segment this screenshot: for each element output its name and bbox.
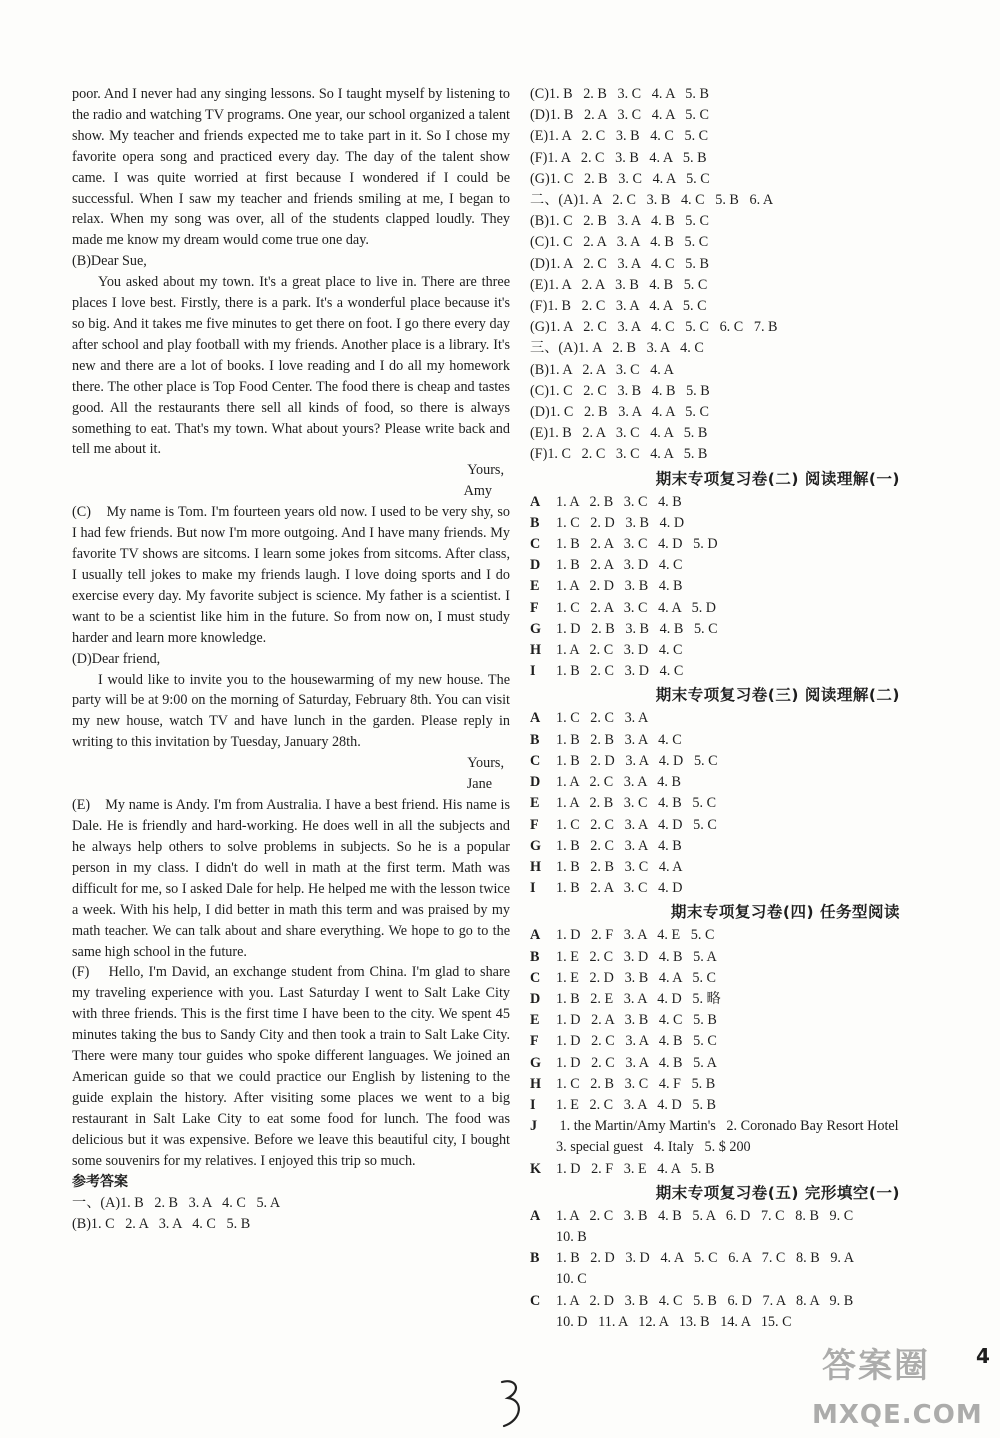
answer-row-values: 1. D 2. C 3. A 4. B 5. A — [556, 1054, 717, 1071]
passage-e-body: (E) My name is Andy. I'm from Australia. I have a best friend. His name is Dale. He is friendly and hard-working. He does well in all the subjects and he always help others to solve problems in subjects. So he is a popular person in my class. I didn't do well in math at the first term. Math was difficult for me, so I asked Dale for help. He helped me with the lesson twice a week. With his help, I did better in math this term and was praised by my math teacher. We can talk about and share everything. We hope to go to the same high school in the future. — [72, 797, 514, 960]
answer-row-key: D — [530, 990, 541, 1007]
answer-row-values: 1. A 2. C 3. B 4. B 5. A 6. D 7. C 8. B 9. C — [556, 1207, 854, 1224]
answer-row-values: 1. B 2. B 3. C 4. A — [556, 858, 683, 875]
answer-row-values: 3. special guest 4. Italy 5. $ 200 — [556, 1139, 751, 1156]
answer-row-values: 1. D 2. F 3. E 4. A 5. B — [556, 1160, 715, 1177]
answer-row-values: 1. B 2. C 3. D 4. C — [556, 663, 684, 680]
answer-row-key: G — [530, 620, 542, 637]
answer-row — [530, 1206, 960, 1227]
answer-row — [530, 1053, 960, 1074]
answer-row-values: 1. A 2. C 3. D 4. C — [556, 642, 683, 659]
top-answer-block — [530, 84, 960, 466]
answer-row-values: 1. C 2. B 3. C 4. F 5. B — [556, 1075, 716, 1092]
answer-row — [530, 1010, 960, 1031]
answer-row-values: 1. A 2. C 3. A 4. B — [556, 774, 681, 791]
answer-row-key: E — [530, 578, 540, 595]
answer-line: (F)1. C 2. C 3. C 4. A 5. B — [530, 446, 708, 463]
answer-row — [530, 793, 960, 814]
answer-row-key: C — [530, 536, 541, 553]
answer-row — [530, 1031, 960, 1052]
page-number: 4 — [976, 1344, 990, 1368]
answer-row-key: C — [530, 969, 541, 986]
answer-line: (E)1. B 2. A 3. C 4. A 5. B — [530, 425, 708, 442]
answer-row-key: I — [530, 1096, 536, 1113]
section-2-rows — [530, 492, 960, 683]
passage-b-body: You asked about my town. It's a great place to live in. There are three places I love best. Firstly, there is a park. It's a wonderful place because it's so big. And it takes me five minutes to get there on foot. I go there every day after school and play football with my friends. Another place is a library. It's new and there are a lot of books. I love reading and I do all my homework there. The other place is Top Food Center. The food there is cheap and tastes good. All the restaurants there sell all kinds of food, so there is always something to eat. That's my town. What about yours? Please write back and tell me about it. — [72, 274, 510, 458]
section-2-title: 期末专项复习卷(二) 阅读理解(一) — [655, 469, 900, 488]
answer-row-key — [530, 1312, 556, 1333]
answer-row — [530, 857, 960, 878]
answer-row-key: I — [530, 663, 536, 680]
answer-row-key: C — [530, 752, 541, 769]
answer-row-values: 1. D 2. A 3. B 4. C 5. B — [556, 1012, 717, 1029]
passage-b-intro: poor. And I never had any singing lessons. So I taught myself by listening to the radio and watching TV programs. One year, our school organized a talent show. My teacher and friends expected me to take part in it. So I chose my favorite opera song and practiced every day. The day of the talent show came. I was quite worried at first because I wondered if I could be successful. When I saw my teacher and friends smiling at me, I began to relax. When my song was over, all of the students clapped loudly. They made me know my dream would come true one day. — [72, 86, 510, 249]
answer-row-key — [530, 1137, 556, 1158]
answer-row — [530, 1116, 960, 1137]
answer-row — [530, 1248, 960, 1269]
answer-row — [530, 1291, 960, 1312]
answer-row-values: 1. B 2. E 3. A 4. D 5. 略 — [556, 990, 721, 1007]
passage-b-greeting: (B)Dear Sue, — [72, 253, 147, 270]
answer-row-values: 1. B 2. D 3. D 4. A 5. C 6. A 7. C 8. B 9. A — [556, 1250, 854, 1267]
answer-row-key: C — [530, 1292, 541, 1309]
answer-row-key: H — [530, 858, 542, 875]
passage-b-name: Amy — [463, 483, 492, 500]
answer-row-values: 1. C 2. D 3. B 4. D — [556, 514, 685, 531]
answer-row-key: H — [530, 1075, 542, 1092]
answer-row — [530, 492, 960, 513]
answer-row-values: 1. D 2. B 3. B 4. B 5. C — [556, 620, 718, 637]
answer-line: (F)1. B 2. C 3. A 4. A 5. C — [530, 298, 707, 315]
answer-row — [530, 751, 960, 772]
answer-row-values: 1. E 2. C 3. D 4. B 5. A — [556, 948, 717, 965]
answer-row — [530, 1269, 960, 1290]
answer-row-key: E — [530, 795, 540, 812]
answer-row — [530, 772, 960, 793]
answer-row-key: G — [530, 837, 542, 854]
answer-row-values: 1. B 2. A 3. D 4. C — [556, 557, 683, 574]
answer-line: 二、(A)1. A 2. C 3. B 4. C 5. B 6. A — [530, 192, 774, 209]
answer-line: (D)1. B 2. A 3. C 4. A 5. C — [530, 107, 709, 124]
answer-row — [530, 1074, 960, 1095]
answer-row-key — [530, 1227, 556, 1248]
answer-line: (G)1. C 2. B 3. C 4. A 5. C — [530, 170, 710, 187]
section-4-title: 期末专项复习卷(四) 任务型阅读 — [670, 903, 900, 922]
answer-row-key: A — [530, 1207, 541, 1224]
answer-row-values: 1. E 2. C 3. A 4. D 5. B — [556, 1096, 717, 1113]
answer-line: (C)1. B 2. B 3. C 4. A 5. B — [530, 86, 709, 102]
answer-row — [530, 576, 960, 597]
handwritten-mark-icon — [496, 1376, 526, 1434]
answer-row-key: H — [530, 642, 542, 659]
passage-c-body: (C) My name is Tom. I'm fourteen years old now. I used to be very shy, so I had few friends. But now I'm more outgoing. And I have many friends. My favorite TV shows are sitcoms. I learn some jokes from sitcoms. After class, I usually tell jokes to make my friends laugh. I love doing sports and I do exercise every day. My favorite subject is science. My father is a scientist. I want to be a scientist like him in the future. So from now on, I must study harder and learn more knowledge. — [72, 504, 514, 646]
watermark-url: MXQE.COM — [812, 1400, 983, 1430]
answer-row-values: 1. E 2. D 3. B 4. A 5. C — [556, 969, 717, 986]
answer-row-key: F — [530, 816, 539, 833]
answer-row-key — [530, 1269, 556, 1290]
section-5-title: 期末专项复习卷(五) 完形填空(一) — [655, 1183, 900, 1202]
answer-line: (E)1. A 2. C 3. B 4. C 5. C — [530, 128, 709, 145]
answer-row — [530, 968, 960, 989]
answer-row — [530, 1159, 960, 1180]
section-3-title: 期末专项复习卷(三) 阅读理解(二) — [655, 686, 900, 705]
answer-row — [530, 1137, 960, 1158]
answer-line: (B)1. C 2. B 3. A 4. B 5. C — [530, 213, 709, 230]
answer-row — [530, 1227, 960, 1248]
answer-line: 一、(A)1. B 2. B 3. A 4. C 5. A — [72, 1194, 281, 1211]
answer-row — [530, 730, 960, 751]
answer-row-values: 1. B 2. A 3. C 4. D 5. D — [556, 536, 718, 553]
answer-row — [530, 661, 960, 682]
answer-row-key: F — [530, 599, 539, 616]
answer-row — [530, 925, 960, 946]
answer-row — [530, 815, 960, 836]
answer-row-key: K — [530, 1160, 542, 1177]
answer-row — [530, 555, 960, 576]
answer-line: (B)1. A 2. A 3. C 4. A — [530, 361, 674, 378]
answer-line: 三、(A)1. A 2. B 3. A 4. C — [530, 340, 704, 357]
answer-row — [530, 989, 960, 1010]
answer-row-values: 1. A 2. D 3. B 4. C 5. B 6. D 7. A 8. A 9. B — [556, 1292, 854, 1309]
answer-row-values: 1. D 2. C 3. A 4. B 5. C — [556, 1033, 717, 1050]
answer-row-key: A — [530, 493, 541, 510]
left-column — [72, 84, 514, 1235]
answer-row-values: 10. B — [556, 1228, 587, 1245]
answer-row-key: A — [530, 927, 541, 944]
answer-row-key: F — [530, 1033, 539, 1050]
answer-row-values: 1. A 2. B 3. C 4. B — [556, 493, 682, 510]
answer-row-key: J — [530, 1118, 538, 1135]
watermark — [812, 1330, 983, 1430]
answer-line: (G)1. A 2. C 3. A 4. C 5. C 6. C 7. B — [530, 319, 778, 336]
answer-line: (D)1. A 2. C 3. A 4. C 5. B — [530, 255, 709, 272]
answer-row-key: A — [530, 710, 541, 727]
answer-row-values: 1. the Martin/Amy Martin's 2. Coronado Bay Resort Hotel — [556, 1118, 899, 1135]
answer-row-values: 1. C 2. C 3. A — [556, 710, 649, 727]
answer-row-values: 1. B 2. B 3. A 4. C — [556, 731, 682, 748]
answer-row-key: B — [530, 514, 540, 531]
passage-d-name: Jane — [466, 776, 492, 793]
answer-row-key: B — [530, 731, 540, 748]
answer-row — [530, 947, 960, 968]
answer-row-key: D — [530, 557, 541, 574]
answer-row-values: 1. C 2. C 3. A 4. D 5. C — [556, 816, 717, 833]
answer-row — [530, 708, 960, 729]
answer-row — [530, 836, 960, 857]
answer-row-values: 1. B 2. D 3. A 4. D 5. C — [556, 752, 718, 769]
section-4-rows — [530, 925, 960, 1179]
passage-d-closing: Yours, — [467, 755, 504, 772]
answer-row — [530, 619, 960, 640]
answer-line: (C)1. C 2. C 3. B 4. B 5. B — [530, 382, 710, 399]
answer-row-key: B — [530, 948, 540, 965]
answer-row-values: 1. D 2. F 3. A 4. E 5. C — [556, 927, 715, 944]
answer-row — [530, 534, 960, 555]
right-column — [530, 84, 960, 1333]
answer-row-values: 10. D 11. A 12. A 13. B 14. A 15. C — [556, 1313, 792, 1330]
answer-line: (E)1. A 2. A 3. B 4. B 5. C — [530, 276, 708, 293]
answer-row-key: D — [530, 774, 541, 791]
answer-row-values: 1. B 2. A 3. C 4. D — [556, 880, 683, 897]
passage-f-body: (F) Hello, I'm David, an exchange student from China. I'm glad to share my traveling experience with you. Last Saturday I went to Salt Lake City with three friends. This is the first time I have been to the city. We spent 45 minutes taking the bus to Sandy City and then took a train to Salt Lake City. There were many tour guides who spoke different languages. We joined an American guide so that we could practice our English by listening to the guide explain the history. After visiting some places we went to a big restaurant in Salt Lake City to eat some food for lunch. The food was delicious but it was expensive. Before we leave this beautiful city, I bought some souvenirs for my relatives. I enjoyed this trip so much. — [72, 964, 514, 1169]
answer-row — [530, 598, 960, 619]
answer-row — [530, 878, 960, 899]
passage-d-greeting: (D)Dear friend, — [72, 650, 161, 667]
answer-row-values: 1. A 2. B 3. C 4. B 5. C — [556, 795, 717, 812]
section-5-rows — [530, 1206, 960, 1333]
answer-line: (C)1. C 2. A 3. A 4. B 5. C — [530, 234, 709, 251]
answer-row-values: 1. C 2. A 3. C 4. A 5. D — [556, 599, 717, 616]
answer-row — [530, 513, 960, 534]
answer-row-values: 1. A 2. D 3. B 4. B — [556, 578, 683, 595]
answer-row — [530, 1095, 960, 1116]
answer-row-key: E — [530, 1012, 540, 1029]
answer-line: (D)1. C 2. B 3. A 4. A 5. C — [530, 404, 709, 421]
section-3-rows — [530, 708, 960, 899]
passage-d-body: I would like to invite you to the housewarming of my new house. The party will be at 9:00 on the morning of Saturday, February 8th. You can visit my new house, watch TV and have lunch in the garden. Please reply in writing to this invitation by Tuesday, January 28th. — [72, 671, 510, 751]
answer-row-values: 10. C — [556, 1271, 587, 1288]
answer-row-key: B — [530, 1250, 540, 1267]
answers-title: 参考答案 — [72, 1173, 128, 1190]
answer-row-key: G — [530, 1054, 542, 1071]
answer-line: (F)1. A 2. C 3. B 4. A 5. B — [530, 149, 707, 166]
answer-row — [530, 640, 960, 661]
answer-row-key: I — [530, 880, 536, 897]
answer-row-values: 1. B 2. C 3. A 4. B — [556, 837, 682, 854]
watermark-logo: 答案圈 — [822, 1346, 930, 1386]
passage-b-closing: Yours, — [467, 462, 504, 479]
answer-line: (B)1. C 2. A 3. A 4. C 5. B — [72, 1215, 251, 1232]
